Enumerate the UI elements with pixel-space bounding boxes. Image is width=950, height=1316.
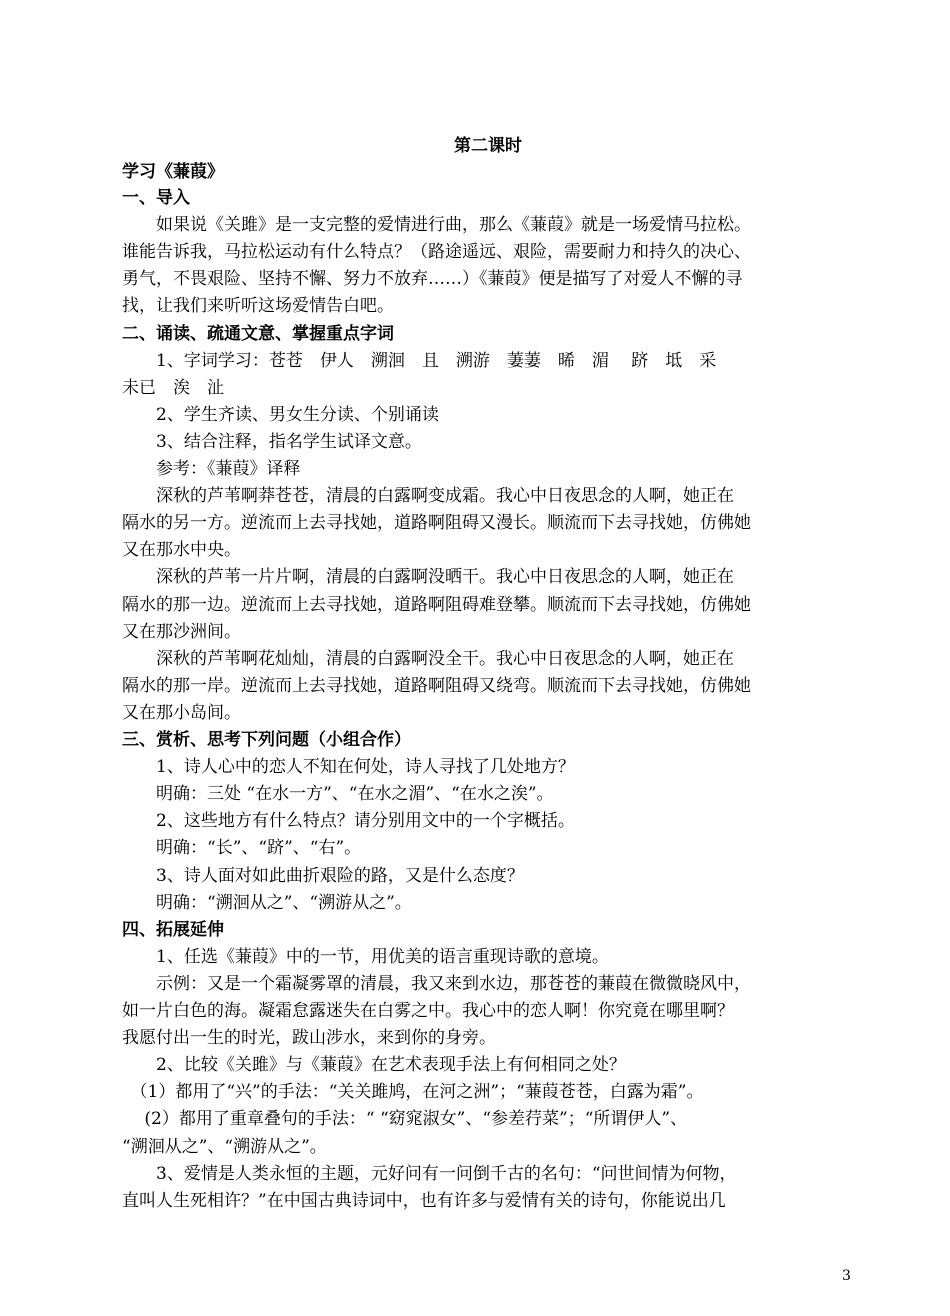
text-line: 直叫人生死相许？”在中国古典诗词中，也有许多与爱情有关的诗句，你能说出几: [122, 1190, 726, 1211]
text-line: 1、字词学习：苍苍 伊人 溯洄 且 溯游 萋萋 晞 湄 跻 坻 采: [122, 350, 717, 371]
text-line: 如果说《关雎》是一支完整的爱情进行曲，那么《蒹葭》就是一场爱情马拉松。: [122, 215, 751, 236]
text-line: (2）都用了重章叠句的手法：“ “窈窕淑女”、“参差荇菜”；“所谓伊人”、: [122, 1109, 688, 1130]
section-heading: 三、赏析、思考下列问题（小组合作）: [122, 730, 411, 750]
text-line: 3、爱情是人类永恒的主题，元好问有一问倒千古的名句：“问世间情为何物，: [122, 1163, 737, 1184]
text-line: 隔水的那一岸。逆流而上去寻找她，道路啊阻碍又绕弯。顺流而下去寻找她，仿佛她: [122, 675, 751, 696]
lesson-heading: 学习《蒹葭》: [122, 162, 224, 182]
text-line: 2、学生齐读、男女生分读、个别诵读: [122, 404, 439, 425]
text-line: 我愿付出一生的时光，跋山涉水，来到你的身旁。: [122, 1028, 496, 1049]
text-line: 1、任选《蒹葭》中的一节，用优美的语言重现诗歌的意境。: [122, 946, 609, 967]
text-line: 又在那沙洲间。: [122, 621, 241, 642]
text-line: 未已 涘 沚: [122, 377, 224, 398]
text-line: 深秋的芦苇啊莽苍苍，清晨的白露啊变成霜。我心中日夜思念的人啊，她正在: [122, 486, 734, 507]
section-heading: 二、诵读、疏通文意、掌握重点字词: [122, 323, 394, 344]
text-line: 深秋的芦苇一片片啊，清晨的白露啊没晒干。我心中日夜思念的人啊，她正在: [122, 567, 734, 588]
text-line: 又在那小岛间。: [122, 702, 241, 723]
text-line: 明确：三处 “在水一方”、“在水之湄”、“在水之涘”。: [122, 784, 554, 805]
text-line: 勇气，不畏艰险、坚持不懈、努力不放弃……）《蒹葭》便是描写了对爱人不懈的寻: [122, 269, 743, 290]
page-title: 第二课时: [454, 136, 522, 156]
text-line: 深秋的芦苇啊花灿灿，清晨的白露啊没全干。我心中日夜思念的人啊，她正在: [122, 648, 734, 669]
text-line: 隔水的另一方。逆流而上去寻找她，道路啊阻碍又漫长。顺流而下去寻找她，仿佛她: [122, 513, 751, 534]
text-line: 如一片白色的海。凝霜怠露迷失在白雾之中。我心中的恋人啊！你究竟在哪里啊？: [122, 1001, 734, 1021]
text-line: 2、比较《关雎》与《蒹葭》在艺术表现手法上有何相同之处？: [122, 1055, 626, 1076]
text-line: 明确：“长”、“跻”、“右”。: [122, 838, 362, 859]
text-line: 示例：又是一个霜凝雾罩的清晨，我又来到水边，那苍苍的蒹葭在微微晓风中，: [122, 973, 751, 994]
page-number: 3: [842, 1268, 851, 1284]
text-line: 隔水的那一边。逆流而上去寻找她，道路啊阻碍难登攀。顺流而下去寻找她，仿佛她: [122, 594, 751, 615]
text-line: 参考：《蒹葭》译释: [122, 459, 301, 479]
text-line: 谁能告诉我，马拉松运动有什么特点？（路途遥远、艰险，需要耐力和持久的决心、: [122, 242, 751, 263]
text-line: （1）都用了“兴”的手法：“关关雎鸠，在河之洲”；“蒹葭苍苍，白露为霜”。: [122, 1082, 704, 1103]
section-heading: 四、拓展延伸: [122, 919, 224, 940]
text-line: 1、诗人心中的恋人不知在何处，诗人寻找了几处地方？: [122, 757, 575, 778]
text-line: “溯洄从之”、“溯游从之”。: [122, 1136, 327, 1157]
text-line: 明确：“溯洄从之”、“溯游从之”。: [122, 892, 412, 913]
section-heading: 一、导入: [122, 188, 190, 208]
text-line: 2、这些地方有什么特点？请分别用文中的一个字概括。: [122, 811, 575, 832]
text-line: 又在那水中央。: [122, 540, 241, 561]
text-line: 3、诗人面对如此曲折艰险的路，又是什么态度？: [122, 865, 524, 886]
text-line: 3、结合注释，指名学生试译文意。: [122, 431, 422, 452]
text-line: 找，让我们来听听这场爱情告白吧。: [122, 296, 394, 317]
